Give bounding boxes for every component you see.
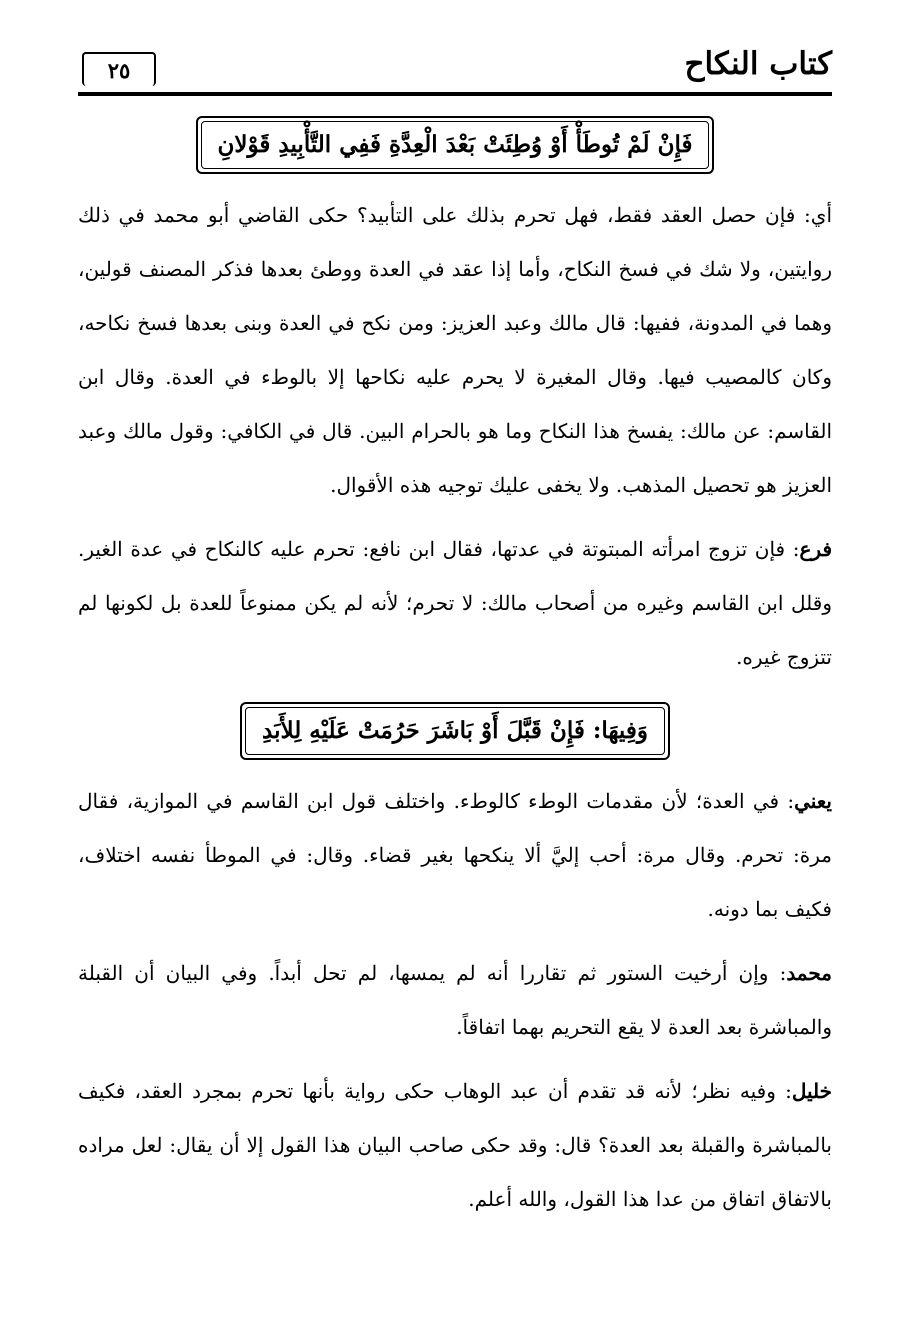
paragraph-text: : فإن تزوج امرأته المبتوتة في عدتها، فقال ابن نافع: تحرم عليه كالنكاح في عدة الغير. وقلل ابن القاسم وغيره من أصحاب مالك: لا تحرم؛ لأنه لم يكن ممنوعاً للعدة بل لكونها لم تتزوج غيره. <box>78 537 832 669</box>
paragraph-text: : وإن أرخيت الستور ثم تقاررا أنه لم يمسها، لم تحل أبداً. وفي البيان أن القبلة والمباشرة بعد العدة لا يقع التحريم بهما اتفاقاً. <box>78 961 832 1039</box>
commentary-paragraph <box>78 1064 832 1226</box>
matn-text: فَإِنْ لَمْ تُوطَأْ أَوْ وُطِئَتْ بَعْدَ الْعِدَّةِ فَفِي التَّأْبِيدِ قَوْلانِ <box>201 121 710 169</box>
header-rule <box>78 92 832 96</box>
matn-heading-1 <box>78 116 832 174</box>
commentary-paragraph <box>78 774 832 936</box>
paragraph-lead: يعني <box>794 789 832 813</box>
paragraph-lead: خليل <box>791 1079 832 1103</box>
paragraph-text: : وفيه نظر؛ لأنه قد تقدم أن عبد الوهاب حكى رواية بأنها تحرم بمجرد العقد، فكيف بالمباشرة والقبلة بعد العدة؟ قال: وقد حكى صاحب البيان هذا القول إلا أن يقال: لعل مراده بالاتفاق اتفاق من عدا هذا القول، والله أعلم. <box>78 1079 832 1211</box>
paragraph-lead: فرع <box>799 537 832 561</box>
commentary-paragraph <box>78 188 832 512</box>
paragraph-text: أي: فإن حصل العقد فقط، فهل تحرم بذلك على التأبيد؟ حكى القاضي أبو محمد في ذلك روايتين، ولا شك في فسخ النكاح، وأما إذا عقد في العدة ووطئ بعدها فذكر المصنف قولين، وهما في المدونة، ففيها: قال مالك وعبد العزيز: ومن نكح في العدة وبنى بعدها فسخ نكاحه، وكان كالمصيب فيها. وقال المغيرة لا يحرم عليه نكاحها إلا بالوطء في العدة. وقال ابن القاسم: عن مالك: يفسخ هذا النكاح وما هو بالحرام البين. قال في الكافي: وقول مالك وعبد العزيز هو تحصيل المذهب. ولا يخفى عليك توجيه هذه الأقوال. <box>78 203 833 497</box>
matn-heading-2 <box>78 702 832 760</box>
commentary-paragraph <box>78 522 832 684</box>
page-number: ٢٥ <box>82 52 156 86</box>
matn-text: وَفِيهَا: فَإِنْ قَبَّلَ أَوْ بَاشَرَ حَرُمَتْ عَلَيْهِ لِلأَبَدِ <box>245 707 665 755</box>
page-header <box>78 40 832 98</box>
book-page <box>78 40 832 1300</box>
book-title: كتاب النكاح <box>684 46 832 82</box>
paragraph-lead: محمد <box>786 961 832 985</box>
paragraph-text: : في العدة؛ لأن مقدمات الوطء كالوطء. واختلف قول ابن القاسم في الموازية، فقال مرة: تحرم. وقال مرة: أحب إليَّ ألا ينكحها بغير قضاء. وقال: في الموطأ نفسه اختلاف، فكيف بما دونه. <box>78 789 832 921</box>
matn-frame <box>196 116 715 174</box>
commentary-paragraph <box>78 946 832 1054</box>
matn-frame <box>240 702 670 760</box>
